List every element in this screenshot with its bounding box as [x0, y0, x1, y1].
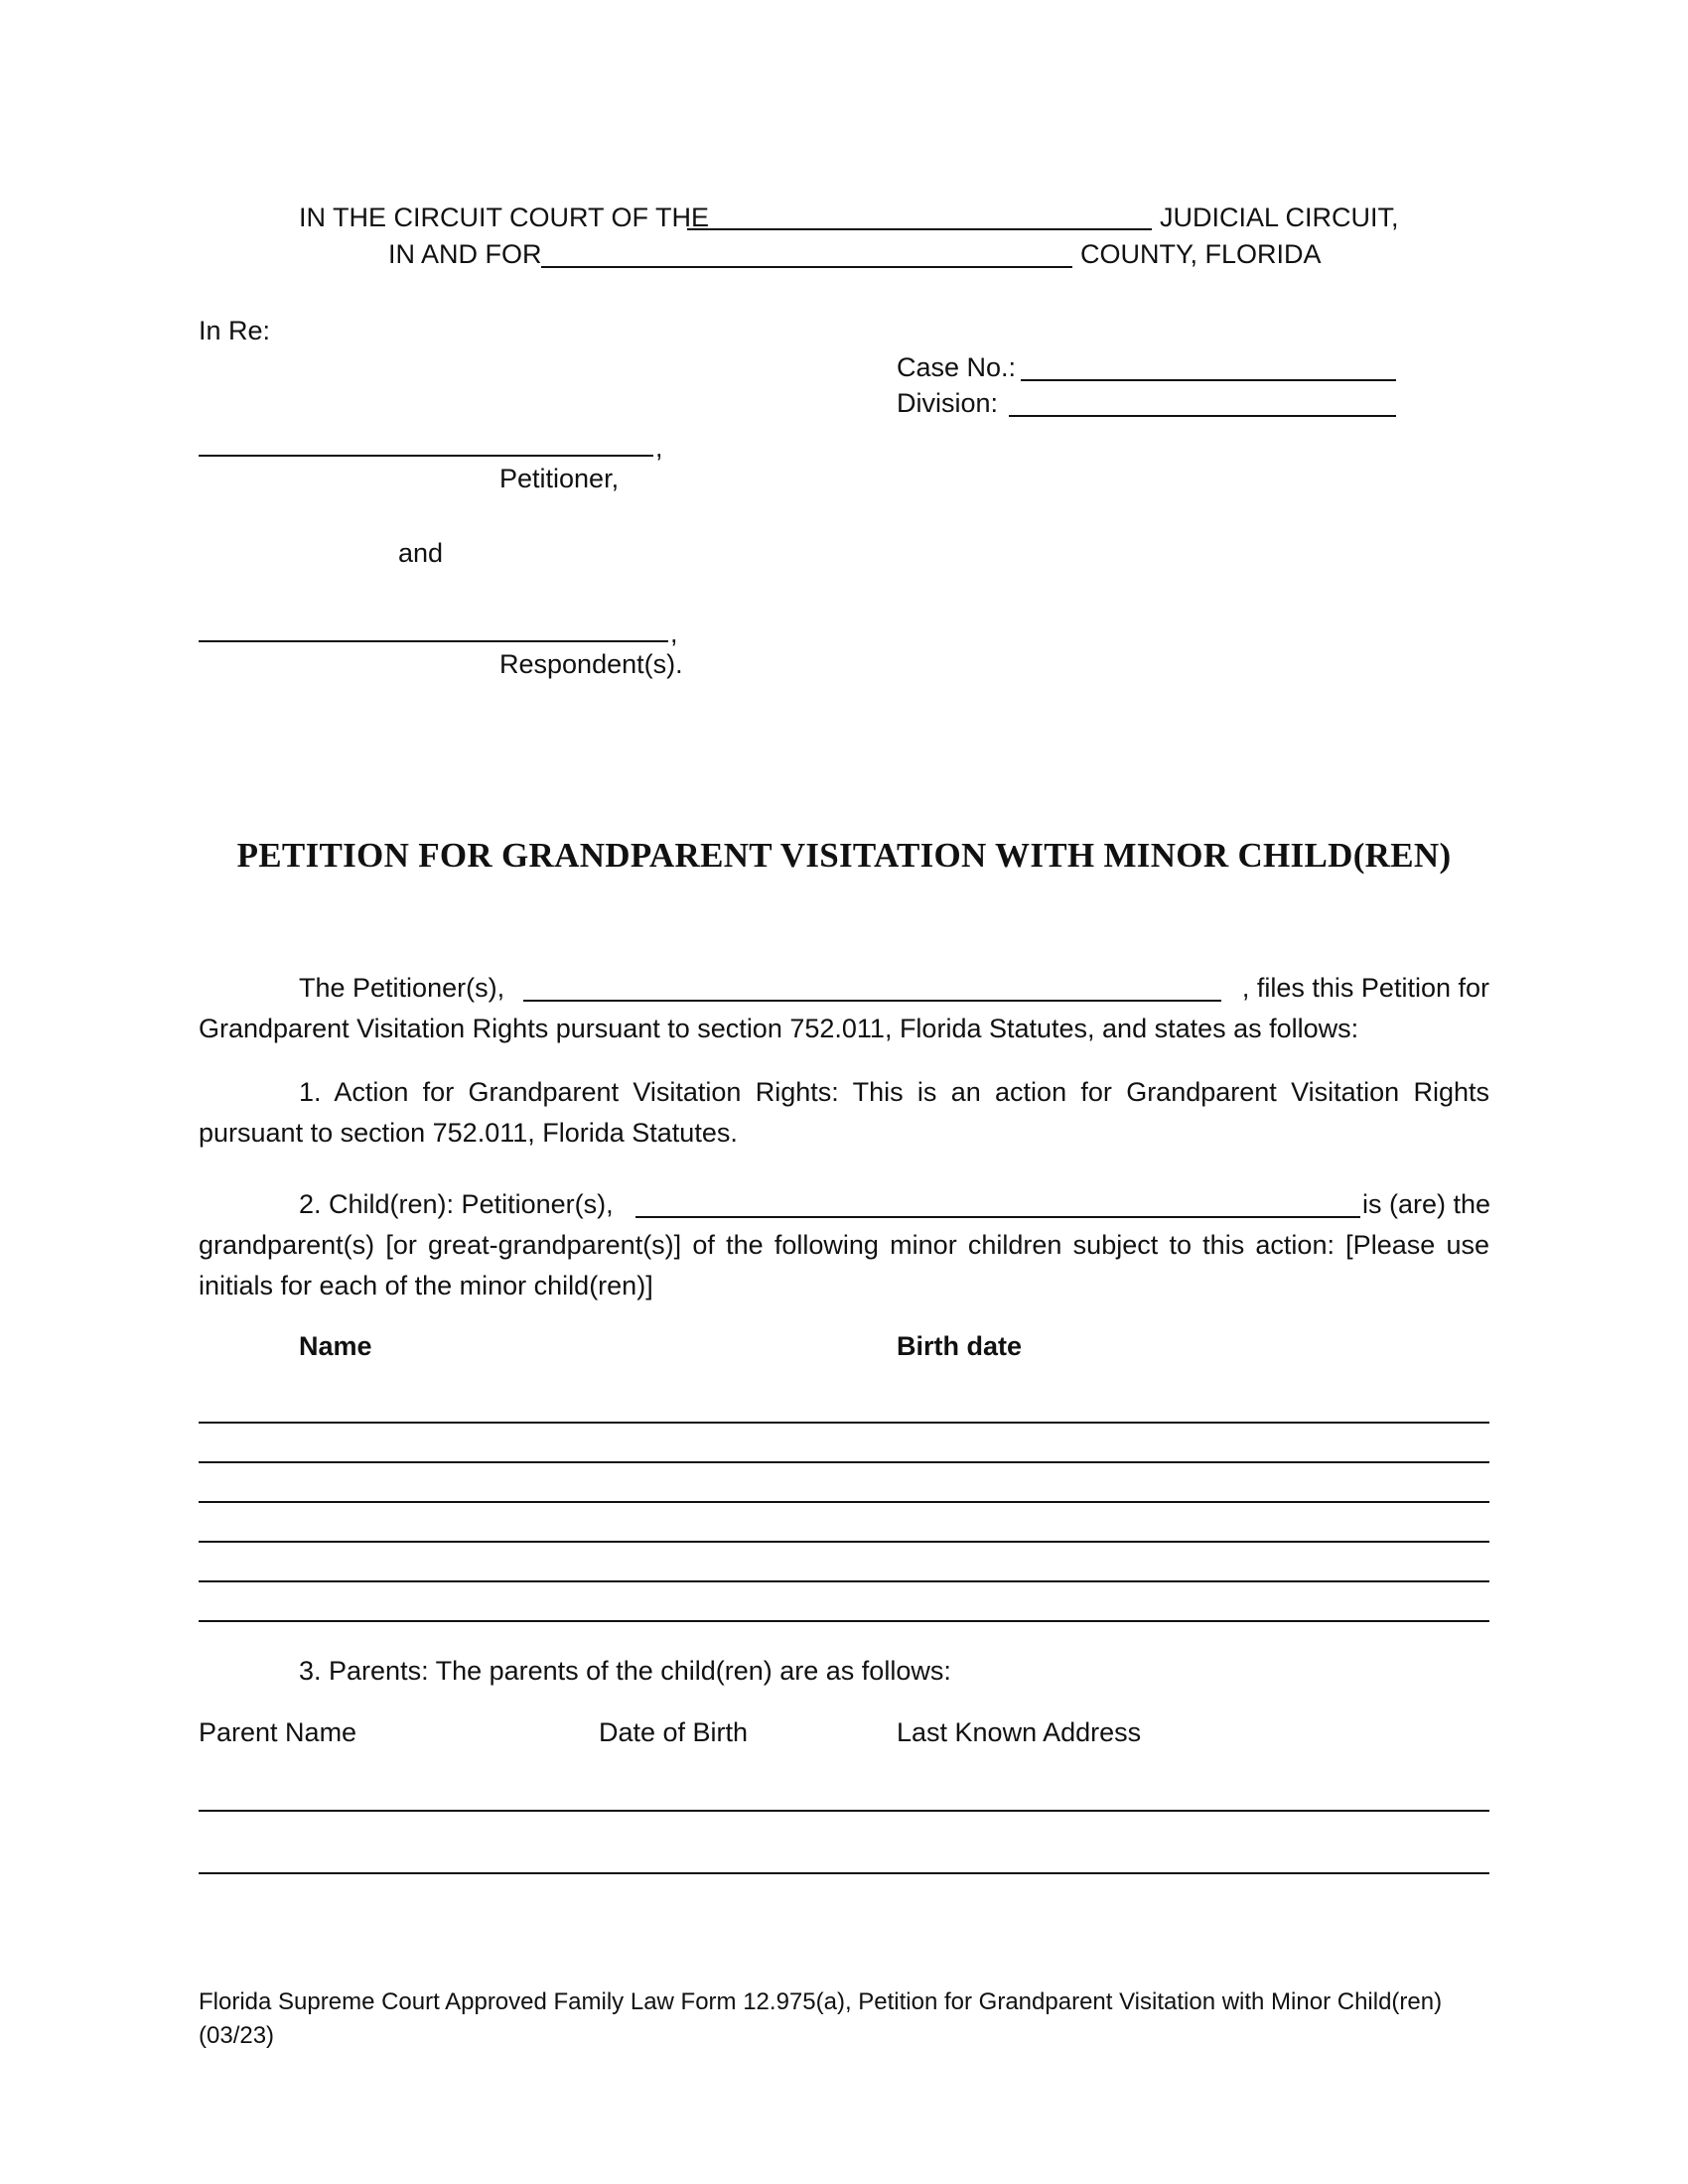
- case-number-label: Case No.:: [897, 352, 1017, 382]
- county-blank[interactable]: [541, 266, 1072, 268]
- intro-line2: Grandparent Visitation Rights pursuant to section 752.011, Florida Statutes, and states as follows:: [199, 1014, 1359, 1043]
- item2-paragraph: grandparent(s) [or great-grandparent(s)] of the following minor children subject to this action: [Please use initials for each of the minor child(ren)]: [199, 1230, 1489, 1300]
- item2-suffix: is (are) the: [1362, 1189, 1491, 1219]
- petitioner-label: Petitioner,: [499, 464, 620, 493]
- parent-dob-header: Date of Birth: [599, 1717, 749, 1747]
- respondent-comma: ,: [670, 618, 678, 648]
- intro-petitioner-blank[interactable]: [523, 1000, 1221, 1002]
- respondent-label: Respondent(s).: [499, 649, 683, 679]
- parent-row-line[interactable]: [199, 1810, 1489, 1812]
- child-row-line[interactable]: [199, 1461, 1489, 1463]
- parent-name-header: Parent Name: [199, 1717, 357, 1747]
- child-row-line[interactable]: [199, 1620, 1489, 1622]
- court-header-line1-suffix: JUDICIAL CIRCUIT,: [1160, 203, 1399, 232]
- division-label: Division:: [897, 388, 999, 418]
- form-footer: Florida Supreme Court Approved Family Law Form 12.975(a), Petition for Grandparent Visitation with Minor Child(ren) (03/23): [199, 1988, 1443, 2049]
- division-blank[interactable]: [1009, 415, 1396, 417]
- case-number-blank[interactable]: [1021, 379, 1396, 381]
- in-re-label: In Re:: [199, 316, 271, 345]
- judicial-circuit-blank[interactable]: [687, 228, 1152, 230]
- item2-petitioner-blank[interactable]: [635, 1216, 1360, 1218]
- child-row-line[interactable]: [199, 1501, 1489, 1503]
- intro-prefix: The Petitioner(s),: [299, 973, 505, 1003]
- children-birthdate-header: Birth date: [897, 1331, 1023, 1361]
- parent-row-line[interactable]: [199, 1872, 1489, 1874]
- children-name-header: Name: [299, 1331, 372, 1361]
- and-label: and: [398, 538, 444, 568]
- parent-address-header: Last Known Address: [897, 1717, 1142, 1747]
- item1-paragraph: 1. Action for Grandparent Visitation Rights: This is an action for Grandparent Visitation Rights pursuant to section 752.011, Florida Statutes.: [199, 1077, 1489, 1148]
- petition-title: PETITION FOR GRANDPARENT VISITATION WITH MINOR CHILD(REN): [236, 836, 1452, 875]
- child-row-line[interactable]: [199, 1541, 1489, 1543]
- item2-prefix: 2. Child(ren): Petitioner(s),: [299, 1189, 614, 1219]
- item3-paragraph: 3. Parents: The parents of the child(ren) are as follows:: [299, 1656, 951, 1686]
- petitioner-comma: ,: [655, 433, 663, 463]
- child-row-line[interactable]: [199, 1422, 1489, 1424]
- court-header-line2-suffix: COUNTY, FLORIDA: [1080, 239, 1322, 269]
- child-row-line[interactable]: [199, 1580, 1489, 1582]
- respondent-name-blank[interactable]: [199, 640, 668, 642]
- court-header-line1-prefix: IN THE CIRCUIT COURT OF THE: [299, 203, 710, 232]
- petitioner-name-blank[interactable]: [199, 455, 653, 457]
- court-header-line2-prefix: IN AND FOR: [388, 239, 542, 269]
- intro-suffix: , files this Petition for: [1241, 973, 1489, 1003]
